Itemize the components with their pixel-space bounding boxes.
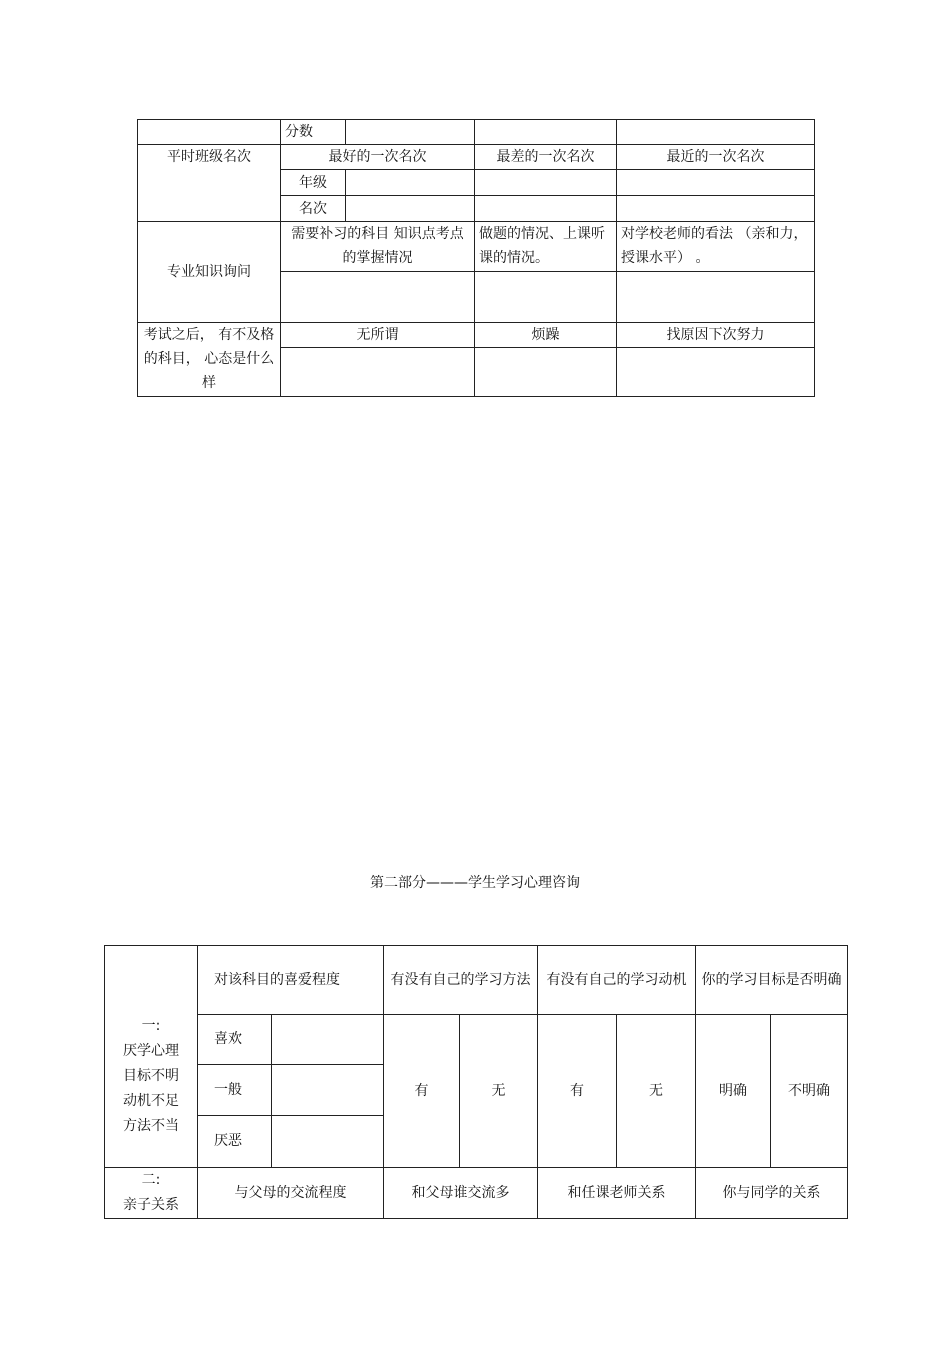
parent-comm-header: 与父母的交流程度 bbox=[198, 1168, 384, 1219]
rank-label: 名次 bbox=[281, 196, 346, 222]
row1-label: 一: 厌学心理 目标不明 动机不足 方法不当 bbox=[105, 946, 198, 1168]
indifferent-answer[interactable] bbox=[281, 348, 475, 397]
worst-rank-header: 最差的一次名次 bbox=[475, 145, 617, 170]
like-degree-header: 对该科目的喜爱程度 bbox=[198, 946, 384, 1015]
student-info-table bbox=[137, 119, 815, 397]
teacher-view-question: 对学校老师的看法 （亲和力，授课水平） 。 bbox=[617, 222, 815, 272]
exam-fail-label: 考试之后， 有不及格的科目， 心态是什么样 bbox=[138, 323, 281, 397]
best-rank-header: 最好的一次名次 bbox=[281, 145, 475, 170]
dislike-answer[interactable] bbox=[272, 1116, 384, 1168]
method-no[interactable]: 无 bbox=[460, 1015, 538, 1168]
method-yes[interactable]: 有 bbox=[384, 1015, 460, 1168]
teacher-rel-header: 和任课老师关系 bbox=[538, 1168, 696, 1219]
like-label: 喜欢 bbox=[198, 1015, 272, 1065]
dislike-label: 厌恶 bbox=[198, 1116, 272, 1168]
tutor-subject-question: 需要补习的科目 知识点考点的掌握情况 bbox=[281, 222, 475, 272]
has-motivation-header: 有没有自己的学习动机 bbox=[538, 946, 696, 1015]
grade-recent-cell[interactable] bbox=[617, 170, 815, 196]
score-label: 分数 bbox=[281, 120, 346, 145]
rank-row-label: 平时班级名次 bbox=[138, 145, 281, 222]
homework-answer[interactable] bbox=[475, 272, 617, 323]
motivation-no[interactable]: 无 bbox=[617, 1015, 696, 1168]
blank-cell bbox=[138, 120, 281, 145]
has-method-header: 有没有自己的学习方法 bbox=[384, 946, 538, 1015]
knowledge-label: 专业知识询问 bbox=[138, 222, 281, 323]
goal-clear-option[interactable]: 明确 bbox=[696, 1015, 771, 1168]
parent-who-header: 和父母谁交流多 bbox=[384, 1168, 538, 1219]
grade-worst-cell[interactable] bbox=[475, 170, 617, 196]
neutral-answer[interactable] bbox=[272, 1065, 384, 1116]
like-answer[interactable] bbox=[272, 1015, 384, 1065]
find-cause-answer[interactable] bbox=[617, 348, 815, 397]
recent-rank-header: 最近的一次名次 bbox=[617, 145, 815, 170]
rank-worst-cell[interactable] bbox=[475, 196, 617, 222]
goal-not-clear-option[interactable]: 不明确 bbox=[771, 1015, 848, 1168]
grade-best-cell[interactable] bbox=[346, 170, 475, 196]
teacher-view-answer[interactable] bbox=[617, 272, 815, 323]
score-value-cell[interactable] bbox=[346, 120, 475, 145]
row2-label: 二: 亲子关系 bbox=[105, 1168, 198, 1219]
blank-cell bbox=[617, 120, 815, 145]
grade-label: 年级 bbox=[281, 170, 346, 196]
rank-recent-cell[interactable] bbox=[617, 196, 815, 222]
rank-best-cell[interactable] bbox=[346, 196, 475, 222]
blank-cell bbox=[475, 120, 617, 145]
irritable-answer[interactable] bbox=[475, 348, 617, 397]
option-find-cause: 找原因下次努力 bbox=[617, 323, 815, 348]
neutral-label: 一般 bbox=[198, 1065, 272, 1116]
classmate-rel-header: 你与同学的关系 bbox=[696, 1168, 848, 1219]
homework-question: 做题的情况、上课听课的情况。 bbox=[475, 222, 617, 272]
section-heading: 第二部分———学生学习心理咨询 bbox=[370, 875, 580, 891]
psychology-table bbox=[104, 945, 848, 1219]
option-indifferent: 无所谓 bbox=[281, 323, 475, 348]
tutor-subject-answer[interactable] bbox=[281, 272, 475, 323]
goal-clear-header: 你的学习目标是否明确 bbox=[696, 946, 848, 1015]
motivation-yes[interactable]: 有 bbox=[538, 1015, 617, 1168]
option-irritable: 烦躁 bbox=[475, 323, 617, 348]
